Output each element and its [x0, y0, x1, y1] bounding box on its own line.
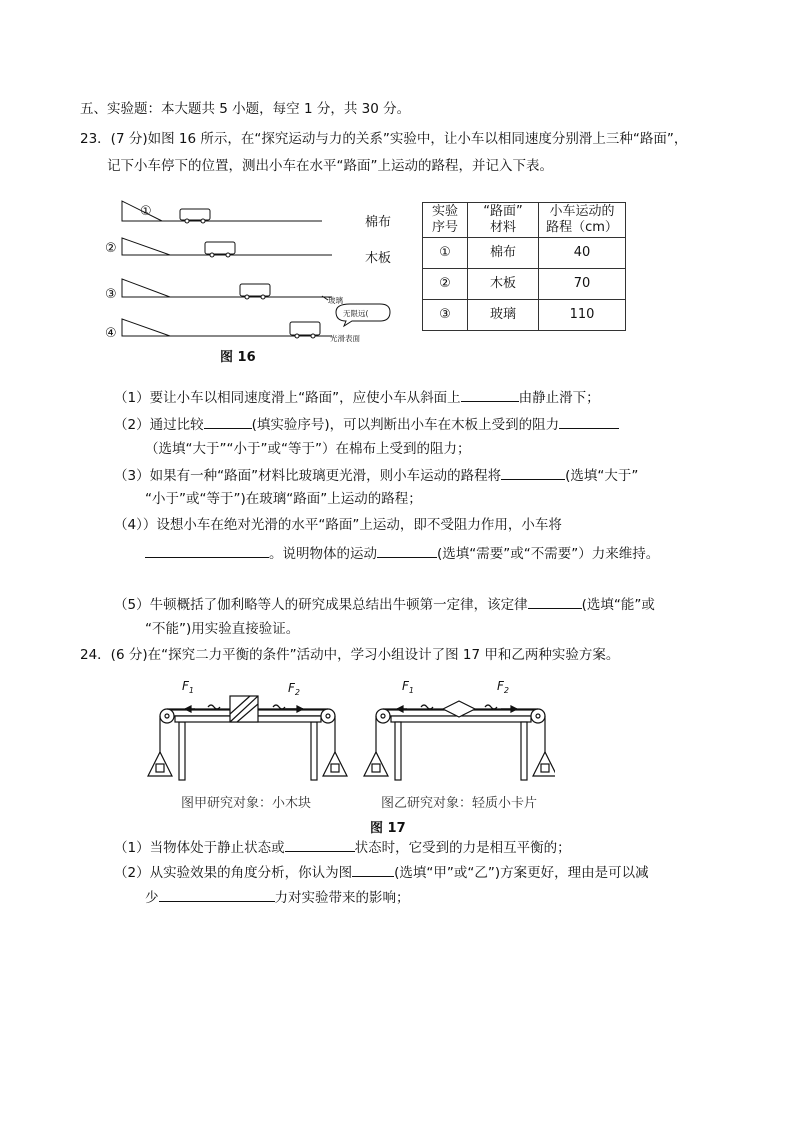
fig16-label-cotton: 棉布 — [365, 215, 392, 230]
answer-blank[interactable] — [559, 414, 619, 429]
fig16-bubble-text: 无限远( — [343, 309, 369, 318]
fig17b-label: 图乙研究对象：轻质小卡片 — [381, 796, 538, 811]
header-text: “路面” — [483, 204, 523, 219]
table-cell: ③ — [423, 300, 468, 331]
q23-sub4-text-c: (选填“需要”或“不需要”）力来维持。 — [437, 546, 660, 562]
q24-sub2-line2 — [145, 887, 410, 907]
table-header-cell — [423, 203, 468, 238]
q23-sub5-text-a: （5）牛顿概括了伽利略等人的研究成果总结出牛顿第一定律，该定律 — [114, 597, 528, 613]
fig16-caption: 图 16 — [220, 350, 256, 365]
q23-stem-line1: 23．(7 分)如图 16 所示，在“探究运动与力的关系”实验中，让小车以相同速度分别滑上三种“路面”， — [80, 131, 688, 147]
header-text: 路程（cm） — [546, 220, 618, 235]
fig16-mark-3: ③ — [105, 287, 117, 302]
q23-sub3-line2: “小于”或“等于”)在玻璃“路面”上运动的路程； — [145, 491, 422, 507]
answer-blank[interactable] — [352, 862, 394, 877]
fig17b-f2-label: $F_2$ — [497, 679, 509, 695]
q23-sub4-text-b: 。说明物体的运动 — [269, 546, 377, 562]
q23-sub2-line2: （选填“大于”“小于”或“等于”）在棉布上受到的阻力； — [145, 441, 471, 457]
fig17-caption: 图 17 — [370, 821, 406, 836]
answer-blank[interactable] — [528, 594, 582, 609]
fig17a-f1-label: $F_1$ — [182, 679, 194, 695]
q24-sub1 — [114, 837, 571, 857]
table-cell: 70 — [539, 269, 626, 300]
q23-sub5-line2: “不能”)用实验直接验证。 — [145, 621, 300, 637]
fig16-smooth-label: 光滑表面 — [330, 334, 360, 343]
fig17a-apparatus — [148, 696, 347, 780]
q23-data-table — [422, 202, 626, 331]
answer-blank[interactable] — [377, 543, 437, 558]
answer-blank[interactable] — [461, 387, 519, 402]
q23-sub1 — [114, 387, 600, 407]
fig16-mark-2: ② — [105, 241, 117, 256]
header-text: 实验 — [431, 204, 458, 219]
q23-sub3-text-a: （3）如果有一种“路面”材料比玻璃更光滑，则小车运动的路程将 — [114, 468, 502, 484]
table-cell: 木板 — [468, 269, 539, 300]
table-header-row — [423, 203, 626, 238]
header-text: 材料 — [489, 220, 516, 235]
fig16-glass-label: 玻璃 — [328, 296, 343, 305]
q24-sub1-text-b: 状态时，它受到的力是相互平衡的； — [354, 840, 571, 856]
q24-sub2-text-a: （2）从实验效果的角度分析，你认为图 — [114, 865, 353, 881]
header-text: 小车运动的 — [549, 204, 615, 219]
fig17b-apparatus — [364, 701, 555, 780]
table-row — [423, 300, 626, 331]
header-text: 序号 — [431, 220, 458, 235]
q23-sub3-text-b: (选填“大于” — [565, 468, 639, 484]
table-cell: 棉布 — [468, 238, 539, 269]
table-cell: ② — [423, 269, 468, 300]
fig16-label-wood: 木板 — [365, 251, 392, 266]
q24-sub2 — [114, 862, 649, 882]
answer-blank[interactable] — [501, 465, 565, 480]
figure-16-diagram — [100, 195, 400, 345]
q23-sub2-text-a: （2）通过比较 — [114, 417, 204, 433]
q24-sub2-text-c: 少 — [145, 890, 159, 906]
q24-sub1-text-a: （1）当物体处于静止状态或 — [114, 840, 285, 856]
q23-sub3 — [114, 465, 638, 485]
table-row — [423, 238, 626, 269]
q24-sub2-text-b: (选填“甲”或“乙”)方案更好，理由是可以减 — [394, 865, 649, 881]
fig16-mark-4: ④ — [105, 326, 117, 341]
q23-sub2 — [114, 414, 619, 434]
fig16-mark-1: ① — [140, 204, 152, 219]
table-header-cell — [468, 203, 539, 238]
answer-blank[interactable] — [159, 887, 275, 902]
q24-stem: 24．(6 分)在“探究二力平衡的条件”活动中，学习小组设计了图 17 甲和乙两种实验方案。 — [80, 647, 620, 663]
table-cell: 40 — [539, 238, 626, 269]
table-cell: 110 — [539, 300, 626, 331]
q24-sub2-text-d: 力对实验带来的影响； — [274, 890, 410, 906]
table-cell: ① — [423, 238, 468, 269]
figure-17-diagram — [145, 674, 555, 814]
fig17b-f1-label: $F_1$ — [402, 679, 414, 695]
q23-sub1-text-b: 由静止滑下； — [518, 390, 600, 406]
answer-blank[interactable] — [204, 414, 252, 429]
section-heading: 五、实验题：本大题共 5 小题，每空 1 分，共 30 分。 — [80, 101, 411, 117]
fig17a-label: 图甲研究对象：小木块 — [181, 796, 312, 811]
table-row — [423, 269, 626, 300]
answer-blank[interactable] — [145, 543, 269, 558]
table-cell: 玻璃 — [468, 300, 539, 331]
q23-sub4-line2 — [145, 543, 659, 563]
q23-sub5 — [114, 594, 655, 614]
table-header-cell — [539, 203, 626, 238]
q23-sub5-text-b: (选填“能”或 — [581, 597, 655, 613]
q23-stem-line2: 记下小车停下的位置，测出小车在水平“路面”上运动的路程，并记入下表。 — [107, 158, 553, 174]
q23-sub1-text-a: （1）要让小车以相同速度滑上“路面”，应使小车从斜面上 — [114, 390, 461, 406]
q23-sub2-text-b: (填实验序号)，可以判断出小车在木板上受到的阻力 — [251, 417, 560, 433]
answer-blank[interactable] — [285, 837, 355, 852]
q23-sub4: （4））设想小车在绝对光滑的水平“路面”上运动，即不受阻力作用，小车将 — [114, 517, 562, 533]
fig17a-f2-label: $F_2$ — [288, 681, 300, 697]
